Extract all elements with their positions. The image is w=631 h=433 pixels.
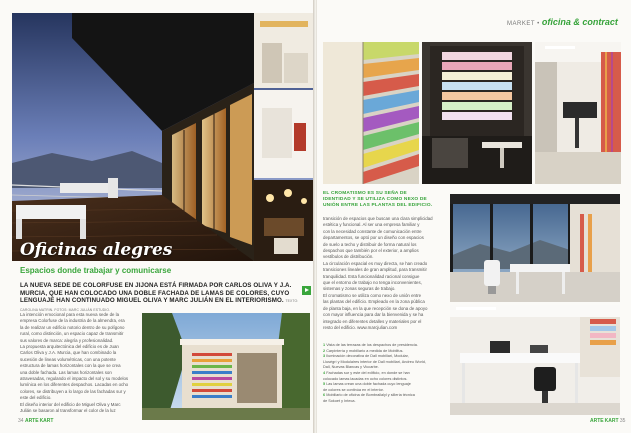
caption-item: 5 Las lamas crean una doble fachada cuyo lenguaje	[323, 382, 411, 387]
kicker-separator: •	[537, 21, 540, 27]
page-number: 35	[619, 418, 626, 424]
continue-arrow-icon	[302, 286, 311, 295]
lead-text: LA NUEVA SEDE DE COLORFUSE EN JIJONA ESTÁ FIRMADA POR CARLOS OLIVA Y J.A. MURCIA, QUE HAN COLOCADO UNA DOBLE FACHADA DE LAMAS DE COLORES, CUYO LENGUAJE HAN CONTINUADO MIGUEL OLIVA Y MARC JULIÁN EN EL INTERIORISMO.	[20, 282, 292, 305]
stair-colors-art	[422, 42, 532, 184]
photo-credit: TEXTO: CAROLINA MATRIN. FOTOS: MARC JULIÁN ESTUDIO.	[20, 299, 299, 312]
left-body-text: La intención emocional para esta nueva sede de la empresa Colorfuse de la industria de la almendra, era la de realizar un edificio notorio dentro de su polígono rural, como distinción, un espacio capaz de transmitir sus valores de marca: alegría y profesionalidad. La propuesta arquitectónica del edificio es de Juan Carlos Oliva y J.A. Murcia, que han combinado la sucesión de lineas volumétricas, con una potente estructura de lamas horizontales con la que se crea una doble fachada. Las lamas horizontales son atravesadas, regulando el impacto del sol y su modelos lumínica en los diferentes despachos. Lacadas en ocho colores, se distribuyen a lo largo de las fachadas sur y este del edificio. El diseño interior del edificio de Miguel Oliva y Marc Julián se basaron al transformar el color de la luz	[20, 312, 129, 414]
magazine-name: ARTE KART	[24, 418, 54, 424]
corridor-art	[535, 42, 621, 184]
caption-item: 4 Fachadas sur y este del edificio, en donde se han	[323, 370, 410, 375]
left-folio	[18, 418, 53, 424]
caption-item: Lluségrí y Modulaires interior de Dall mobiliari, Andreu World,	[323, 359, 426, 364]
terrace-photo	[12, 13, 314, 261]
facade-louvers-art	[323, 42, 419, 184]
corridor-photo	[535, 42, 621, 184]
caption-item: 1 Vista de las terrazas de los despachos de presidencia.	[323, 343, 418, 347]
office-view-photo	[450, 194, 620, 302]
photo-captions-list	[323, 343, 443, 405]
page-number: 34	[18, 418, 24, 424]
right-folio	[590, 418, 625, 424]
left-page	[0, 0, 314, 433]
caption-item: 3 Iluminación decorativa de Dall mobiliari, Modular,	[323, 354, 409, 359]
kicker-section: oficina & contract	[541, 17, 618, 27]
article-lead	[20, 282, 314, 314]
caption-item: de Sokoet y Inteca.	[323, 398, 356, 403]
article-subtitle: Espacios donde trabajar y comunicarse	[20, 266, 172, 275]
caption-item: 6 Mobiliario de oficina de Bombrailalyl y sillería técnica	[323, 393, 415, 398]
caption-item: 2 Carpintería y mobiliario a medida de Mobilfus.	[323, 348, 404, 353]
facade-louvers-photo	[323, 42, 419, 184]
desk-photo	[450, 305, 620, 415]
kicker-market: MARKET	[507, 21, 535, 27]
caption-item: colocado lamas lacadas en ocho colores distintos.	[323, 376, 408, 381]
caption-item: de colores se continúa en el interior.	[323, 387, 384, 392]
right-body-text: transición de espacios que buscan una clara simplicidad estética y funcional. Al ser una empresa familiar y con la necesidad constante de comunicación entre departamentos, se optó por un diseño con espacios de suelo a techo y distribuir de forma natural los despachos que también por el exterior, a amplios vestíbulos de distribución. La circulación espacial es muy directa, se han creado transiciones lineales de gran amplitud, para transmitir tranquilidad. Esta funcionalidad racional consigue que el entorno de trabajo no tenga inconvenientes, sistemas y zonas seguras de trabajo. El cromatismo se utiliza como nexo de unión entre las plantas del edificio. Empleado en la zona pública de planta baja, en la que recepción se dona de apoyo con mayor influencia para dar la bienvenida y se ha integrado en diferentes detalles y materiales por el resto del edificio. www.marcjulian.com	[323, 216, 433, 330]
right-kicker	[507, 17, 618, 27]
article-title: Oficinas alegres	[20, 240, 173, 260]
pull-quote: EL CROMATISMO ES SU SEÑA DE IDENTIDAD Y SE UTILIZA COMO NEXO DE UNIÓN ENTRE LAS PLANTAS DEL EDIFICIO.	[323, 191, 433, 209]
desk-art	[450, 305, 620, 415]
terrace-photo-art	[12, 13, 314, 261]
office-view-art	[450, 194, 620, 302]
exterior-photo-art	[142, 313, 310, 420]
magazine-name: ARTE KART	[590, 418, 619, 424]
caption-item: Dall, Nuevas Blancas y Viccarbe.	[323, 365, 379, 370]
exterior-photo	[142, 313, 310, 420]
stair-colors-photo	[422, 42, 532, 184]
